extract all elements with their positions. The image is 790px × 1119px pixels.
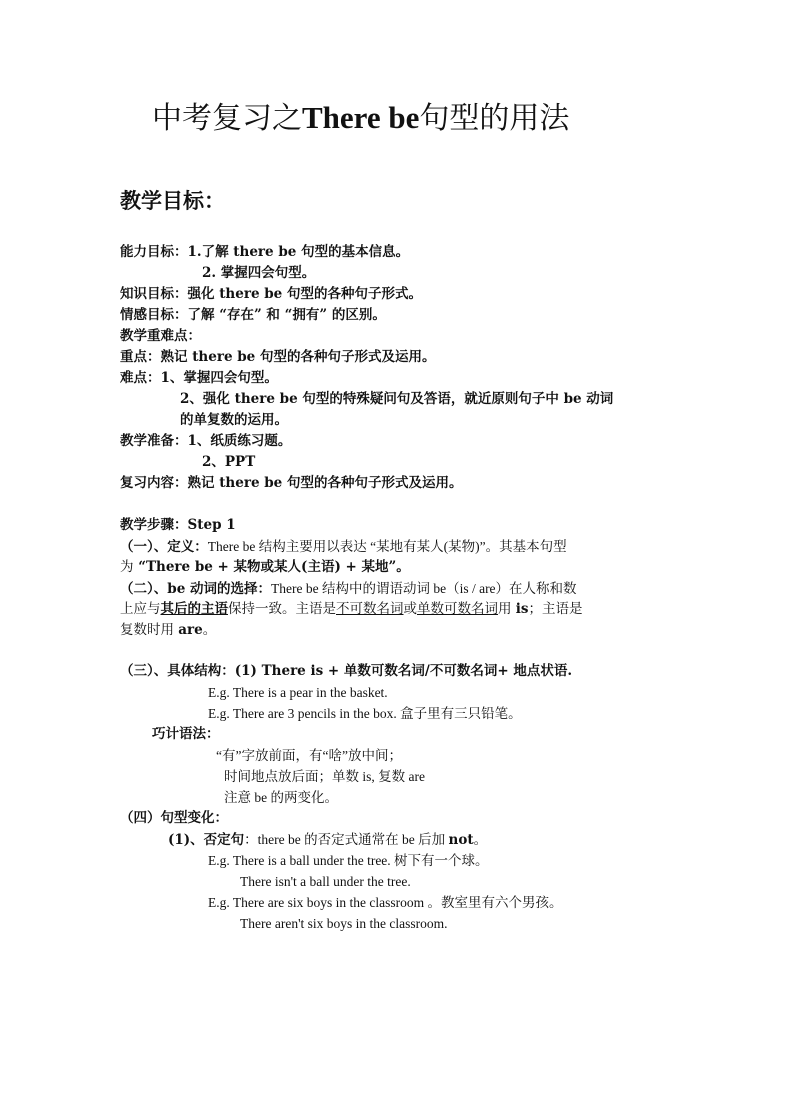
mnemonic-line-2: 时间地点放后面；单数 is, 复数 are xyxy=(224,769,425,784)
ability-item-1: 1.了解 there be 句型的基本信息。 xyxy=(187,244,410,260)
knowledge-objective-line xyxy=(120,284,422,305)
title-part-1: 中考复习之 xyxy=(152,101,302,136)
review-label: 复习内容： xyxy=(120,475,188,491)
be-choice-text-h: 。 xyxy=(202,622,217,638)
prep-label: 教学准备： xyxy=(120,433,188,449)
difficulty-item-2-line-1: 2、强化 there be 句型的特殊疑问句及答语，就近原则句子中 be 动词 xyxy=(180,391,614,407)
ability-objective-line xyxy=(120,242,409,263)
teaching-objectives-heading: 教学目标： xyxy=(120,188,225,213)
be-choice-text-g: 复数时用 xyxy=(120,622,179,638)
be-choice-text-d: 用 xyxy=(498,601,516,617)
steps-label: 教学步骤： xyxy=(120,517,188,533)
ability-item-2: 2. 掌握四会句型。 xyxy=(202,265,316,281)
be-choice-label: （二）、be 动词的选择： xyxy=(120,581,271,597)
structure-example-2: E.g. There are 3 pencils in the box. 盒子里有三只铅笔。 xyxy=(208,706,522,721)
definition-prefix: 为 xyxy=(120,559,134,575)
emotion-objective-line xyxy=(120,305,386,326)
difficulty-item-2-line-2: 的单复数的运用。 xyxy=(180,412,288,428)
emotion-text: 了解 “存在” 和 “拥有” 的区别。 xyxy=(187,307,386,323)
negative-example-2-neg: There aren't six boys in the classroom. xyxy=(240,916,448,931)
structure-line xyxy=(120,661,572,682)
review-line xyxy=(120,473,462,494)
be-choice-text-c: 或 xyxy=(403,601,417,617)
focus-text: 熟记 there be 句型的各种句子形式及运用。 xyxy=(160,349,436,365)
steps-line xyxy=(120,515,236,536)
be-choice-is: is xyxy=(515,601,529,617)
be-choice-underline-subject: 其后的主语 xyxy=(160,601,228,617)
negative-label: (1)、否定句 xyxy=(168,832,245,848)
mnemonic-line-1: “有”字放前面，有“啥”放中间； xyxy=(216,748,402,763)
negative-example-2: E.g. There are six boys in the classroom 。教室里有六个男孩。 xyxy=(208,895,563,910)
emotion-label: 情感目标： xyxy=(120,307,188,323)
knowledge-label: 知识目标： xyxy=(120,286,188,302)
definition-text: There be 结构主要用以表达 “某地有某人(某物)”。其基本句型 xyxy=(207,539,567,554)
be-choice-underline-singular: 单数可数名词 xyxy=(417,601,498,617)
structure-pattern: (1) There is + 单数可数名词/不可数名词+ 地点状语. xyxy=(234,663,573,679)
prep-item-2: 2、PPT xyxy=(202,454,256,470)
title-part-2: There be xyxy=(302,100,420,135)
negative-text: ：there be 的否定式通常在 be 后加 xyxy=(244,832,449,847)
knowledge-text: 强化 there be 句型的各种句子形式。 xyxy=(187,286,422,302)
definition-line-1 xyxy=(120,536,567,558)
prep-item-1: 1、纸质练习题。 xyxy=(187,433,292,449)
be-choice-text-b: 保持一致。主语是 xyxy=(228,601,336,617)
page-title xyxy=(152,96,569,141)
variation-label: （四）句型变化： xyxy=(120,810,228,826)
definition-pattern: “There be + 某物或某人(主语) + 某地”。 xyxy=(133,559,410,575)
negative-example-1: E.g. There is a ball under the tree. 树下有一个球。 xyxy=(208,853,489,868)
be-choice-line-3 xyxy=(120,620,216,641)
negative-not: not xyxy=(448,832,474,848)
be-choice-text-f: ；主语是 xyxy=(528,601,583,617)
be-choice-text-a: 上应与 xyxy=(120,601,161,617)
title-part-3: 句型的用法 xyxy=(419,101,570,136)
difficulty-line xyxy=(120,368,278,389)
be-choice-line-2 xyxy=(120,599,583,620)
prep-line xyxy=(120,431,291,452)
structure-label: （三）、具体结构： xyxy=(120,663,235,679)
negative-example-1-neg: There isn't a ball under the tree. xyxy=(240,874,411,889)
structure-example-1: E.g. There is a pear in the basket. xyxy=(208,685,388,700)
be-choice-underline-uncountable: 不可数名词 xyxy=(336,601,404,617)
definition-line-2 xyxy=(120,557,410,578)
negative-end: 。 xyxy=(473,832,488,848)
review-text: 熟记 there be 句型的各种句子形式及运用。 xyxy=(187,475,463,491)
difficulty-item-1: 1、掌握四会句型。 xyxy=(160,370,278,386)
focus-label: 重点： xyxy=(120,349,161,365)
difficulty-label: 难点： xyxy=(120,370,161,386)
mnemonic-line-3: 注意 be 的两变化。 xyxy=(224,790,338,805)
negative-line xyxy=(168,829,487,851)
mnemonic-label: 巧计语法： xyxy=(152,726,220,742)
be-choice-are: are xyxy=(178,622,203,638)
be-choice-line-1 xyxy=(120,578,577,600)
ability-label: 能力目标： xyxy=(120,244,188,260)
key-points-heading: 教学重难点： xyxy=(120,328,201,344)
focus-line xyxy=(120,347,435,368)
definition-label: （一）、定义： xyxy=(120,539,208,555)
be-choice-text: There be 结构中的谓语动词 be（is / are）在人称和数 xyxy=(270,581,577,596)
step-number: Step 1 xyxy=(187,517,236,533)
